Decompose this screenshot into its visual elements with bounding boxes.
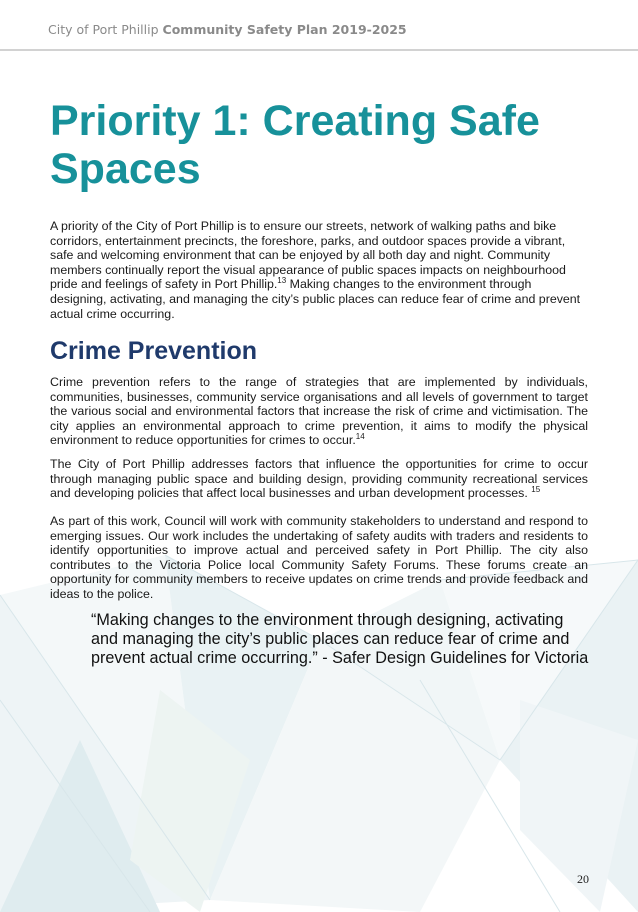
paragraph-1-text: Crime prevention refers to the range of strategies that are implemented by individuals, communities, businesses, community service organisations and all levels of government to target the various social and environmental factors that increase the risk of crime and victimisation. The city applies an environmental approach to crime prevention, it aims to modify the physical environment to reduce opportunities for crimes to occur. bbox=[50, 375, 588, 448]
crime-prevention-paragraph-2 bbox=[50, 457, 588, 501]
footnote-ref-15: 15 bbox=[531, 485, 541, 495]
crime-prevention-paragraph-3: As part of this work, Council will work with community stakeholders to understand and respond to emerging issues. Our work includes the undertaking of safety audits with traders and residents to identify opportunities to improve actual and perceived safety in Port Phillip. The city also contributes to the Victoria Police local Community Safety Forums. These forums create an opportunity for community members to receive updates on crime trends and provide feedback and ideas to the police. bbox=[50, 514, 588, 601]
intro-paragraph bbox=[50, 219, 588, 321]
footnote-ref-14: 14 bbox=[355, 432, 365, 442]
header-plan-title: Community Safety Plan 2019-2025 bbox=[162, 22, 407, 37]
header-divider bbox=[0, 49, 638, 51]
page-title: Priority 1: Creating Safe Spaces bbox=[50, 97, 540, 193]
running-header bbox=[48, 22, 407, 37]
header-org: City of Port Phillip bbox=[48, 22, 159, 37]
crime-prevention-paragraph-1 bbox=[50, 375, 588, 448]
intro-text: A priority of the City of Port Phillip is to ensure our streets, network of walking paths and bike corridors, entertainment precincts, the foreshore, parks, and outdoor spaces provide a vibrant, safe and welcoming environment that can be enjoyed by all both day and night. Community members continually report the visual appearance of public spaces impacts on neighbourhood pride and feelings of safety in Port Phillip. bbox=[50, 219, 566, 292]
page-number: 20 bbox=[577, 872, 589, 886]
intro-text-continued: Making changes to the environment through designing, activating, and managing the city’s public places can reduce fear of crime and prevent actual crime occurring. bbox=[50, 277, 581, 321]
paragraph-2-text: The City of Port Phillip addresses factors that influence the opportunities for crime to occur through managing public space and building design, providing community recreational services and developing policies that affect local businesses and urban development processes. bbox=[50, 457, 588, 501]
footnote-ref-13: 13 bbox=[277, 276, 287, 286]
section-heading: Crime Prevention bbox=[50, 337, 258, 365]
pull-quote: “Making changes to the environment through designing, activating and managing the city’s public places can reduce fear of crime and prevent actual crime occurring.” - Safer Design Guidelines for Victoria bbox=[91, 611, 589, 668]
